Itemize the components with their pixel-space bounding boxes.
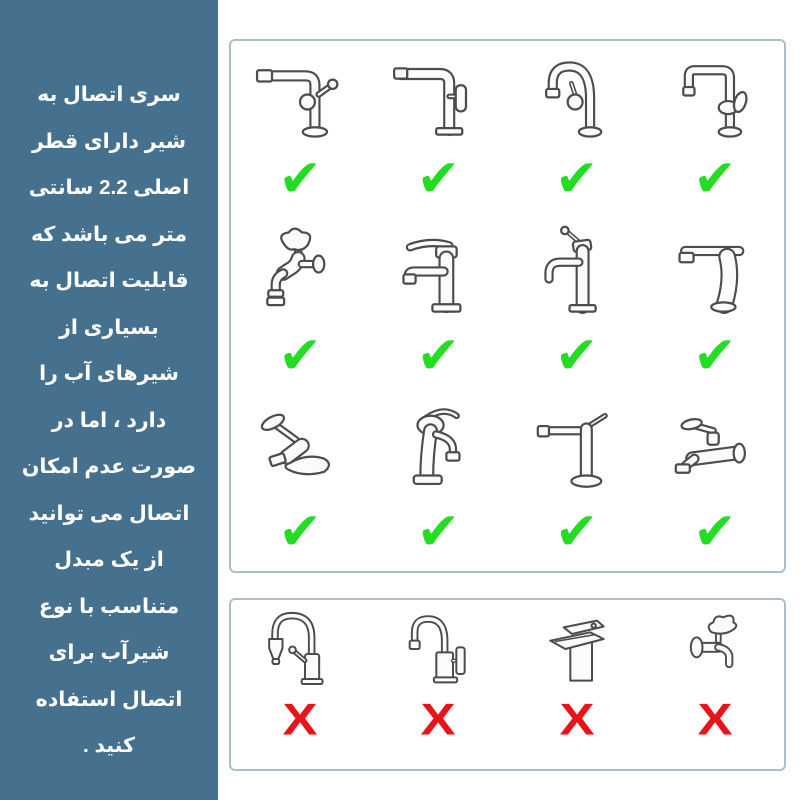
compatible-cell: [369, 218, 507, 395]
incompatible-cell: [231, 600, 369, 769]
compatible-cell: [646, 394, 784, 571]
sidebar-line: متناسب با نوع: [38, 594, 180, 618]
sidebar-line: قابلیت اتصال به: [29, 269, 189, 292]
check-icon: ✔: [278, 503, 322, 562]
cross-icon: X: [697, 694, 733, 745]
compatible-cell: [646, 218, 784, 395]
compatible-cell: [508, 218, 646, 395]
sidebar-line: دارد ، اما در: [51, 408, 167, 432]
check-icon: ✔: [554, 150, 599, 208]
compatible-cell: [231, 41, 369, 218]
sidebar-line: کنید .: [83, 734, 135, 757]
sidebar-line: بسیاری از: [59, 315, 159, 339]
pull-down-spray-faucet-icon: [250, 604, 350, 704]
sidebar-line: سری اتصال به: [37, 83, 181, 106]
sidebar-line: متر می باشد که: [30, 222, 188, 246]
check-icon: ✔: [554, 326, 599, 385]
incompatible-cell: [508, 600, 646, 769]
cross-icon: X: [282, 694, 318, 745]
sidebar: [0, 0, 218, 800]
incompatible-faucets-panel: [229, 598, 786, 771]
check-icon: ✔: [416, 150, 461, 208]
check-icon: ✔: [693, 503, 737, 562]
square-basin-mixer-faucet-icon: [382, 223, 494, 335]
waterfall-faucet-icon: [527, 604, 627, 704]
gooseneck-square-body-faucet-icon: [388, 604, 488, 704]
sidebar-line: شیرآب برای: [48, 641, 170, 664]
cross-icon: X: [559, 694, 595, 745]
low-profile-basin-faucet-icon: [244, 399, 356, 511]
gooseneck-round-faucet-icon: [521, 46, 633, 158]
kitchen-mixer-square-spout-faucet-icon: [382, 46, 494, 158]
kitchen-mixer-l-spout-faucet-icon: [244, 46, 356, 158]
check-icon: ✔: [693, 150, 737, 208]
sidebar-description-text: [0, 0, 218, 770]
gooseneck-square-faucet-icon: [659, 46, 771, 158]
sidebar-line: از یک مبدل: [54, 548, 164, 571]
bathtub-mixer-faucet-icon: [659, 399, 771, 511]
compatible-cell: [369, 41, 507, 218]
tall-stick-handle-faucet-icon: [521, 223, 633, 335]
check-icon: ✔: [416, 326, 461, 385]
cross-icon: X: [420, 694, 456, 745]
check-icon: ✔: [554, 503, 599, 562]
compatible-cell: [231, 218, 369, 395]
compatible-cell: [369, 394, 507, 571]
small-bibcock-tap-icon: [665, 604, 765, 704]
sidebar-line: اصلی 2.2 سانتی: [28, 176, 190, 199]
incompatible-cell: [646, 600, 784, 769]
check-icon: ✔: [278, 326, 322, 385]
sidebar-line: شیر دارای قطر: [32, 129, 186, 153]
incompatible-cell: [369, 600, 507, 769]
minimalist-flat-spout-faucet-icon: [521, 399, 633, 511]
compatible-cell: [508, 394, 646, 571]
compatible-faucets-panel: [229, 39, 786, 573]
compatible-cell: [508, 41, 646, 218]
wall-bibcock-tap-icon: [244, 223, 356, 335]
check-icon: ✔: [278, 150, 322, 208]
flat-top-basin-faucet-icon: [659, 223, 771, 335]
sidebar-line: شیرهای آب را: [39, 362, 179, 385]
sidebar-line: اتصال استفاده: [35, 687, 183, 711]
sidebar-line: اتصال می توانید: [28, 501, 190, 525]
check-icon: ✔: [693, 326, 737, 385]
compatible-cell: [646, 41, 784, 218]
compatible-cell: [231, 394, 369, 571]
classic-curved-basin-faucet-icon: [382, 399, 494, 511]
check-icon: ✔: [416, 503, 461, 562]
sidebar-line: صورت عدم امکان: [21, 455, 197, 478]
